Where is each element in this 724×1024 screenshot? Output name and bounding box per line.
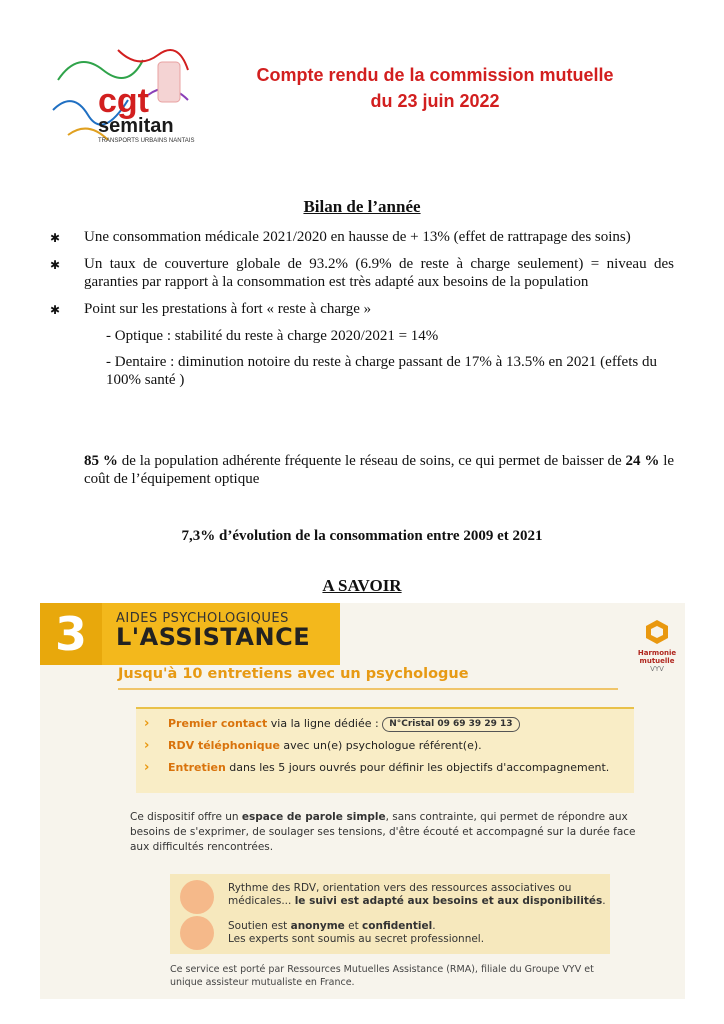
bullet-item xyxy=(48,228,674,246)
step-strong: Premier contact xyxy=(168,717,268,730)
logo-graphic xyxy=(48,40,198,155)
phone-label: N°Cristal xyxy=(389,718,435,729)
logo-name: Harmonie mutuelle xyxy=(637,649,677,665)
pct-adherents: 85 % xyxy=(84,453,118,469)
phone-number: 09 69 39 29 13 xyxy=(437,718,513,729)
step-item xyxy=(144,757,634,779)
logo-tagline-text: TRANSPORTS URBAINS NANTAIS xyxy=(98,138,195,144)
step-strong: RDV téléphonique xyxy=(168,739,280,752)
highlight-1-end: . xyxy=(602,895,606,907)
bilan-bullet-list xyxy=(48,228,674,397)
bullet-item xyxy=(48,300,674,318)
logo-sub: VYV xyxy=(650,665,664,673)
cgt-semitan-logo xyxy=(48,40,198,155)
asterisk-bullet-icon: ✱ xyxy=(50,258,61,272)
step-rest: avec un(e) psychologue référent(e). xyxy=(279,739,482,752)
highlight-2-bold-2: confidentiel xyxy=(362,920,433,932)
bullet-text: Point sur les prestations à fort « reste à charge » xyxy=(84,301,372,317)
pct-reduction: 24 % xyxy=(625,453,660,469)
highlight-1-text: Rythme des RDV, orientation vers des ressources associatives ou médicales... xyxy=(228,882,572,907)
brochure-subtitle: Jusqu'à 10 entretiens avec un psychologue xyxy=(118,666,469,682)
para-text-2: le coût de l’équipement optique xyxy=(84,453,675,487)
evolution-statement: 7,3% d’évolution de la consommation entre 2009 et 2021 xyxy=(181,528,543,544)
highlight-2-text: Soutien est xyxy=(228,920,291,932)
bullet-text: Une consommation médicale 2021/2020 en hausse de + 13% (effet de rattrapage des soins) xyxy=(84,229,631,245)
sub-item-optique: - Optique : stabilité du reste à charge 2020/2021 = 14% xyxy=(106,328,439,344)
highlight-1-bold: le suivi est adapté aux besoins et aux disponibilités xyxy=(294,895,603,907)
brochure-footer: Ce service est porté par Ressources Mutuelles Assistance (RMA), filiale du Groupe VYV et unique assisteur mutualiste en France. xyxy=(170,964,594,988)
document-title-line1: Compte rendu de la commission mutuelle xyxy=(256,65,614,85)
sub-item-dentaire: - Dentaire : diminution notoire du reste à charge passant de 17% à 13.5% en 2021 (effets du 100% santé ) xyxy=(106,354,657,388)
highlight-1 xyxy=(228,882,608,908)
calendar-icon xyxy=(180,880,214,914)
highlight-2-bold-1: anonyme xyxy=(290,920,345,932)
logo-sub-text: semitan xyxy=(98,115,174,137)
pencil-note-icon xyxy=(180,916,214,950)
subtitle-divider xyxy=(118,688,618,690)
brochure-number: 3 xyxy=(40,603,102,665)
steps-list xyxy=(144,713,634,779)
document-title-line2: du 23 juin 2022 xyxy=(370,91,500,111)
chevron-right-icon: › xyxy=(144,760,150,775)
dispositif-description xyxy=(130,810,650,855)
brochure-heading: L'ASSISTANCE xyxy=(116,623,311,651)
para-text-1: de la population adhérente fréquente le réseau de soins, ce qui permet de baisser de xyxy=(117,453,626,469)
highlight-2-mid: et xyxy=(344,920,363,932)
bilan-title: Bilan de l’année xyxy=(303,197,421,216)
step-rest: via la ligne dédiée : xyxy=(267,717,383,730)
desc-bold: espace de parole simple xyxy=(241,811,386,823)
bullet-item xyxy=(48,255,674,291)
desc-part-1: Ce dispositif offre un xyxy=(130,811,242,823)
logo-brand-text: cgt xyxy=(98,82,149,120)
chevron-right-icon: › xyxy=(144,716,150,731)
step-item xyxy=(144,713,634,735)
highlight-2-line-2: Les experts sont soumis au secret professionnel. xyxy=(228,933,485,945)
step-item xyxy=(144,735,634,757)
asterisk-bullet-icon: ✱ xyxy=(50,231,61,245)
hexagon-logo-icon xyxy=(644,619,670,645)
document-title xyxy=(210,62,660,114)
asterisk-bullet-icon: ✱ xyxy=(50,303,61,317)
highlights-box xyxy=(170,874,610,954)
step-strong: Entretien xyxy=(168,761,226,774)
desc-part-2: , sans contrainte, qui permet de répondre aux besoins de s'exprimer, de soulager ses tensions, d'être écouté et accompagné sur la durée face aux difficultés rencontrées. xyxy=(130,811,636,853)
bullet-text: Un taux de couverture globale de 93.2% (6.9% de reste à charge seulement) = niveau des garanties par rapport à la consommation est très adapté aux besoins de la population xyxy=(84,256,674,290)
step-rest: dans les 5 jours ouvrés pour définir les objectifs d'accompagnement. xyxy=(225,761,610,774)
highlight-2-end: . xyxy=(432,920,436,932)
phone-badge xyxy=(382,717,519,732)
chevron-right-icon: › xyxy=(144,738,150,753)
brochure-kicker: AIDES PSYCHOLOGIQUES xyxy=(116,611,289,626)
a-savoir-title: A SAVOIR xyxy=(322,576,402,595)
network-paragraph xyxy=(84,452,674,488)
harmonie-mutuelle-logo xyxy=(637,619,677,673)
assistance-brochure-photo xyxy=(40,603,685,999)
highlight-2 xyxy=(228,920,608,946)
